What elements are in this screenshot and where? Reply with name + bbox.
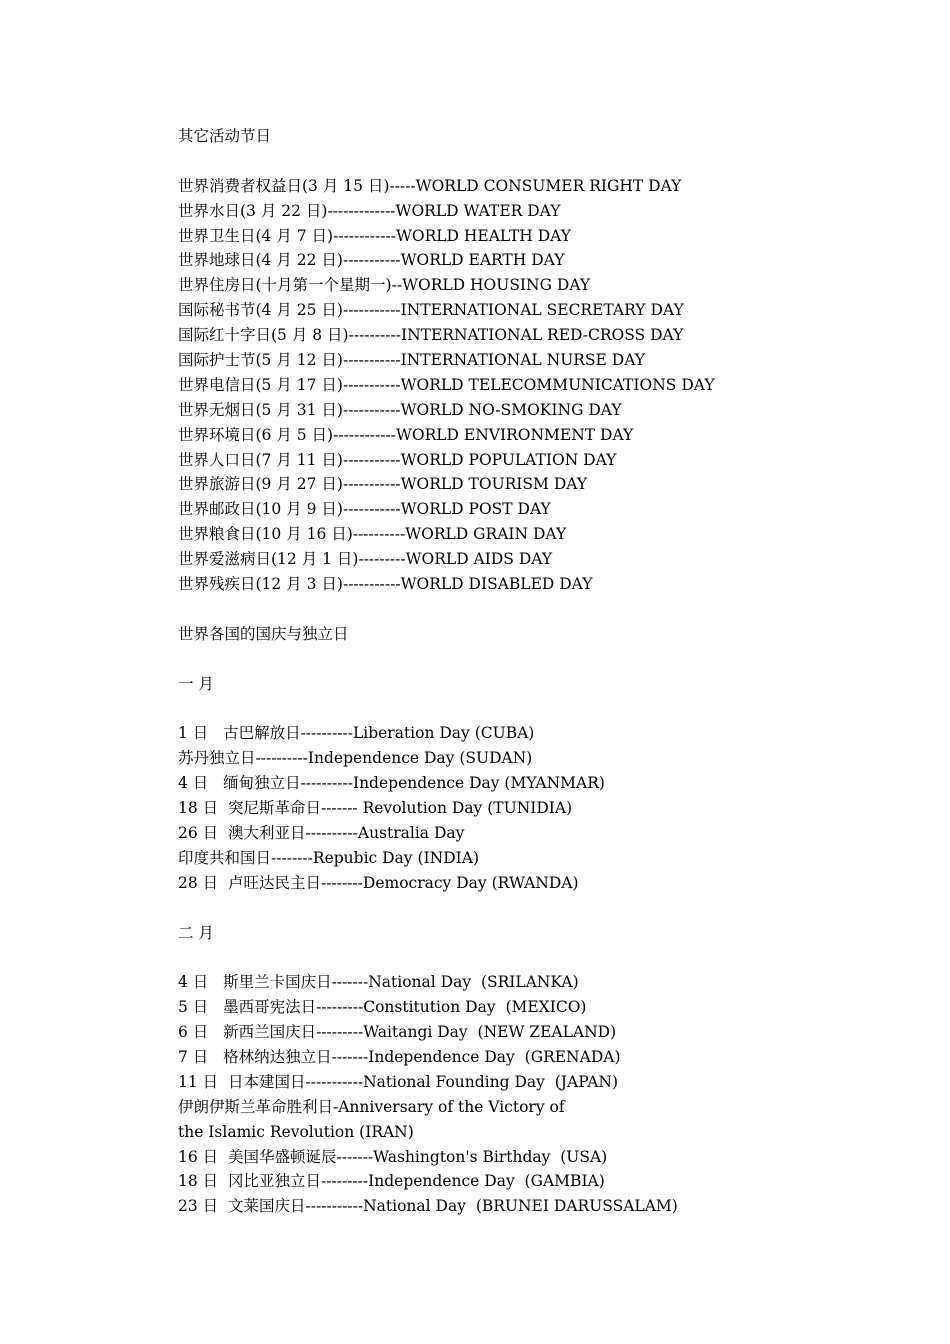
spacer [178, 149, 878, 174]
section-heading-activity-days: 其它活动节日 [178, 127, 272, 145]
list-item: 世界旅游日(9 月 27 日)-----------WORLD TOURISM DAY [178, 475, 588, 494]
spacer [178, 896, 878, 921]
list-item: 世界人口日(7 月 11 日)-----------WORLD POPULATION DAY [178, 450, 617, 469]
list-item: 7 日 格林纳达独立日-------Independence Day (GRENADA) [178, 1047, 621, 1066]
document-page [178, 124, 878, 1219]
list-item: 世界无烟日(5 月 31 日)-----------WORLD NO-SMOKING DAY [178, 400, 622, 419]
list-item: 18 日 突尼斯革命日------- Revolution Day (TUNIDIA) [178, 799, 573, 818]
list-item: 世界卫生日(4 月 7 日)------------WORLD HEALTH DAY [178, 226, 571, 245]
list-item: 国际秘书节(4 月 25 日)-----------INTERNATIONAL SECRETARY DAY [178, 301, 684, 320]
list-item: 世界地球日(4 月 22 日)-----------WORLD EARTH DAY [178, 251, 565, 270]
list-item: 世界住房日(十月第一个星期一)--WORLD HOUSING DAY [178, 276, 591, 295]
list-item: 世界消费者权益日(3 月 15 日)-----WORLD CONSUMER RIGHT DAY [178, 176, 682, 195]
month-heading-february: 二 月 [178, 923, 214, 942]
list-item: 世界残疾日(12 月 3 日)-----------WORLD DISABLED DAY [178, 575, 593, 594]
list-item: 11 日 日本建国日-----------National Founding Day (JAPAN) [178, 1072, 619, 1091]
list-item: 伊朗伊斯兰革命胜利日-Anniversary of the Victory of [178, 1097, 565, 1116]
section-heading-national-days: 世界各国的国庆与独立日 [178, 624, 349, 643]
list-item: 世界电信日(5 月 17 日)-----------WORLD TELECOMMUNICATIONS DAY [178, 375, 715, 394]
list-item: 26 日 澳大利亚日----------Australia Day [178, 823, 465, 842]
list-item: 世界爱滋病日(12 月 1 日)---------WORLD AIDS DAY [178, 550, 553, 569]
list-item: 国际红十字日(5 月 8 日)----------INTERNATIONAL RED-CROSS DAY [178, 326, 684, 345]
spacer [178, 696, 878, 721]
list-item: 6 日 新西兰国庆日---------Waitangi Day (NEW ZEALAND) [178, 1023, 617, 1042]
list-item: 4 日 斯里兰卡国庆日-------National Day (SRILANKA) [178, 973, 579, 992]
list-item: 世界粮食日(10 月 16 日)----------WORLD GRAIN DAY [178, 525, 567, 544]
month-heading-january: 一 月 [178, 674, 214, 693]
list-item: 4 日 缅甸独立日----------Independence Day (MYANMAR) [178, 774, 605, 793]
spacer [178, 945, 878, 970]
list-item: 世界环境日(6 月 5 日)------------WORLD ENVIRONMENT DAY [178, 425, 634, 444]
list-item: 28 日 卢旺达民主日--------Democracy Day (RWANDA) [178, 873, 579, 892]
list-item: 世界邮政日(10 月 9 日)-----------WORLD POST DAY [178, 500, 551, 519]
spacer [178, 597, 878, 622]
list-item: 23 日 文莱国庆日-----------National Day (BRUNEI DARUSSALAM) [178, 1197, 678, 1216]
january-list [178, 721, 878, 895]
spacer [178, 647, 878, 672]
february-list [178, 970, 878, 1219]
list-item: 世界水日(3 月 22 日)-------------WORLD WATER DAY [178, 201, 561, 220]
activity-days-list [178, 174, 878, 597]
list-item: 18 日 冈比亚独立日---------Independence Day (GAMBIA) [178, 1172, 605, 1191]
list-item: 5 日 墨西哥宪法日---------Constitution Day (MEXICO) [178, 998, 587, 1017]
list-item: the Islamic Revolution (IRAN) [178, 1122, 414, 1141]
list-item: 国际护士节(5 月 12 日)-----------INTERNATIONAL NURSE DAY [178, 351, 646, 370]
list-item: 印度共和国日--------Repubic Day (INDIA) [178, 848, 480, 867]
list-item: 苏丹独立日----------Independence Day (SUDAN) [178, 749, 533, 768]
list-item: 16 日 美国华盛顿诞辰-------Washington's Birthday (USA) [178, 1147, 608, 1166]
list-item: 1 日 古巴解放日----------Liberation Day (CUBA) [178, 724, 535, 743]
